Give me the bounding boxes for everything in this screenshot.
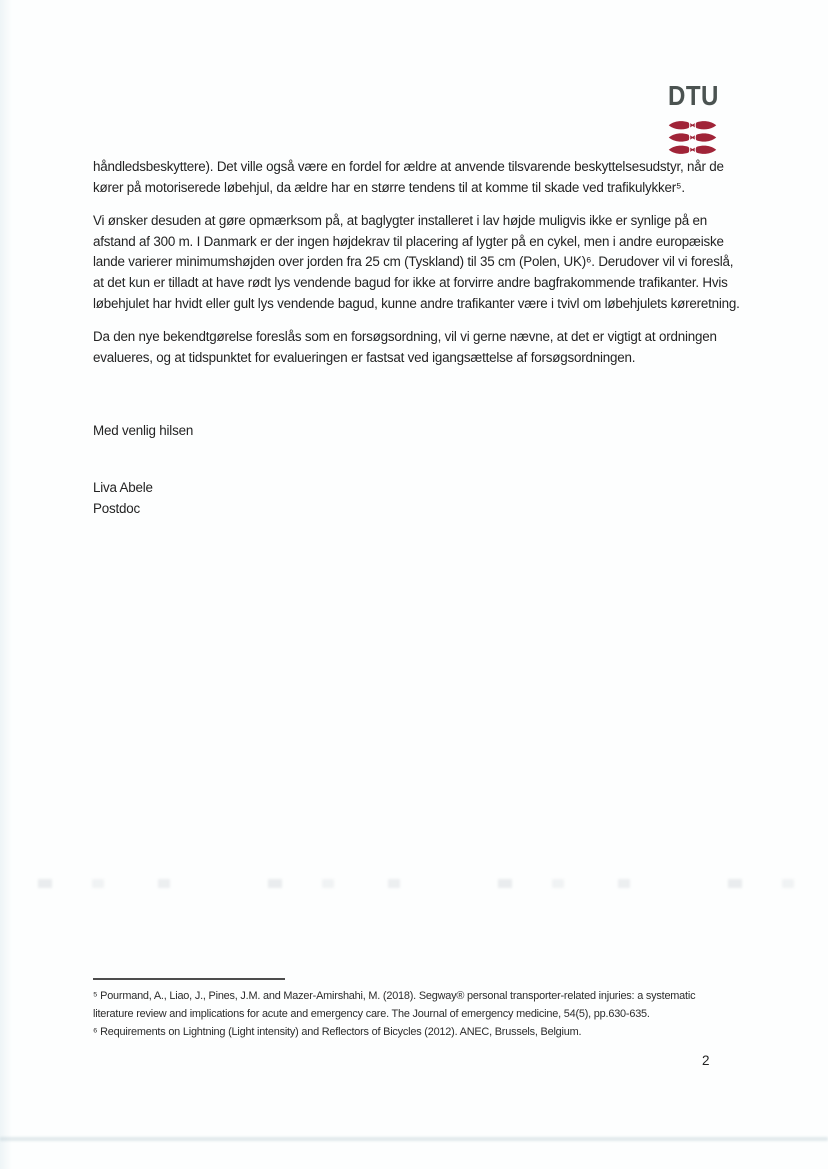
page-number: 2 xyxy=(702,1053,710,1068)
signature-title: Postdoc xyxy=(93,500,140,516)
footnotes xyxy=(93,987,733,1041)
scan-bottom-edge xyxy=(0,1137,828,1141)
scan-artifact-band xyxy=(0,879,828,888)
footnote-5: ⁵ Pourmand, A., Liao, J., Pines, J.M. and Mazer-Amirshahi, M. (2018). Segway® personal transporter-related injuries: a systematic literature review and implications for acute and emergency care. The Journal of emergency medicine, 54(5), pp.630-635. xyxy=(93,990,696,1020)
paragraph-2: Vi ønsker desuden at gøre opmærksom på, at baglygter installeret i lav højde muligvis ikke er synlige på en afstand af 300 m. I Danmark er der ingen højdekrav til placering af lygter på en cykel, men i andre europæiske lande varierer minimumshøjden over jorden fra 25 cm (Tyskland) til 35 cm (Polen, UK)⁶. Derudover vil vi foreslå, at det kun er tilladt at have rødt lys vendende bagud for ikke at forvirre andre bagfrakommende trafikanter. Hvis løbehjulet har hvidt eller gult lys vendende bagud, kunne andre trafikanter være i tvivl om løbehjulets køreretning. xyxy=(93,213,740,311)
closing-salutation: Med venlig hilsen xyxy=(93,423,194,438)
signature-name: Liva Abele xyxy=(93,480,153,495)
dtu-logo-text: DTU xyxy=(668,80,719,111)
letter-body xyxy=(93,157,743,381)
paragraph-3: Da den nye bekendtgørelse foreslås som en forsøgsordning, vil vi gerne nævne, at det er vigtigt at ordningen evalueres, og at tidspunktet for evalueringen er fastsat ved igangsættelse af forsøgsordningen. xyxy=(93,329,717,365)
footnote-separator xyxy=(93,978,285,980)
dtu-logo xyxy=(668,82,728,158)
scan-edge-tint xyxy=(0,0,12,1169)
signature-block xyxy=(93,478,153,519)
footnote-6: ⁶ Requirements on Lightning (Light intensity) and Reflectors of Bicycles (2012). ANEC, Brussels, Belgium. xyxy=(93,1026,582,1038)
paragraph-1: håndledsbeskyttere). Det ville også være en fordel for ældre at anvende tilsvarende beskyttelsesudstyr, når de kører på motoriserede løbehjul, da ældre har en større tendens til at komme til skade ved trafikulykker⁵. xyxy=(93,159,724,195)
dtu-logo-waves-icon xyxy=(668,117,717,158)
